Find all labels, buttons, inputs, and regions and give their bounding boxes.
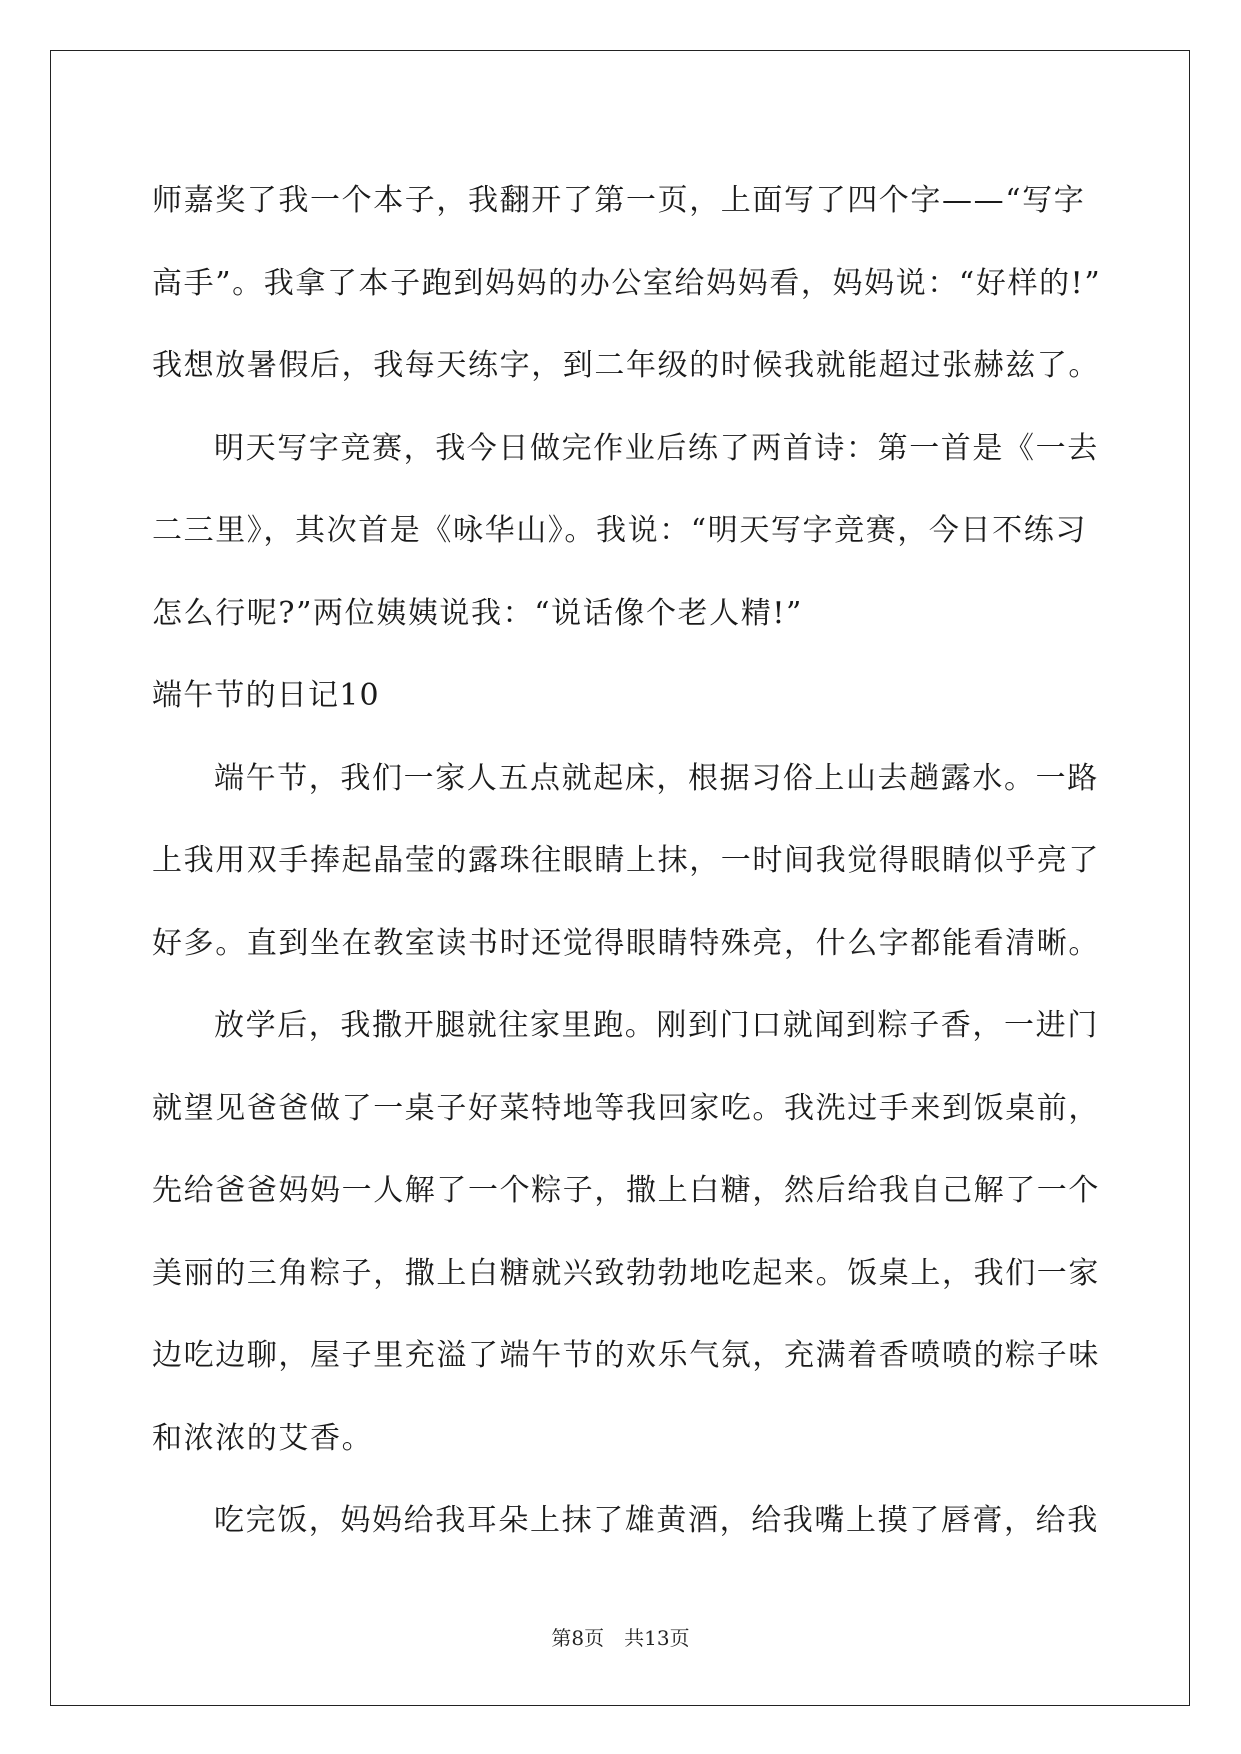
- text-line: 美丽的三角粽子，撒上白糖就兴致勃勃地吃起来。饭桌上，我们一家: [152, 1255, 1100, 1291]
- text-line: 上我用双手捧起晶莹的露珠往眼睛上抹，一时间我觉得眼睛似乎亮了: [152, 843, 1100, 878]
- text-line: 和浓浓的艾香。: [152, 1420, 374, 1456]
- text-line: 边吃边聊，屋子里充溢了端午节的欢乐气氛，充满着香喷喷的粽子味: [152, 1338, 1100, 1373]
- text-line: 明天写字竞赛，我今日做完作业后练了两首诗：第一首是《一去: [214, 430, 1099, 466]
- document-body: [152, 160, 1102, 1563]
- text-line: 我想放暑假后，我每天练字，到二年级的时候我就能超过张赫兹了。: [152, 348, 1100, 383]
- section-heading: 端午节的日记10: [152, 678, 380, 713]
- text-line: 先给爸爸妈妈一人解了一个粽子，撒上白糖，然后给我自己解了一个: [152, 1173, 1100, 1208]
- text-line: 怎么行呢?”两位姨姨说我：“说话像个老人精!”: [152, 595, 803, 631]
- text-line: 放学后，我撒开腿就往家里跑。刚到门口就闻到粽子香，一进门: [214, 1008, 1099, 1043]
- text-line: 端午节，我们一家人五点就起床，根据习俗上山去趟露水。一路: [214, 760, 1099, 796]
- text-line: 二三里》，其次首是《咏华山》。我说：“明天写字竞赛，今日不练习: [152, 513, 1087, 548]
- text-line: 吃完饭，妈妈给我耳朵上抹了雄黄酒，给我嘴上摸了唇膏，给我: [214, 1503, 1099, 1538]
- text-line: 好多。直到坐在教室读书时还觉得眼睛特殊亮，什么字都能看清晰。: [152, 925, 1100, 961]
- page-number: 第8页 共13页: [551, 1626, 690, 1650]
- text-line: 高手”。我拿了本子跑到妈妈的办公室给妈妈看，妈妈说：“好样的!”: [152, 265, 1102, 301]
- text-line: 就望见爸爸做了一桌子好菜特地等我回家吃。我洗过手来到饭桌前，: [152, 1090, 1100, 1126]
- text-line: 师嘉奖了我一个本子，我翻开了第一页，上面写了四个字——“写字: [152, 183, 1086, 218]
